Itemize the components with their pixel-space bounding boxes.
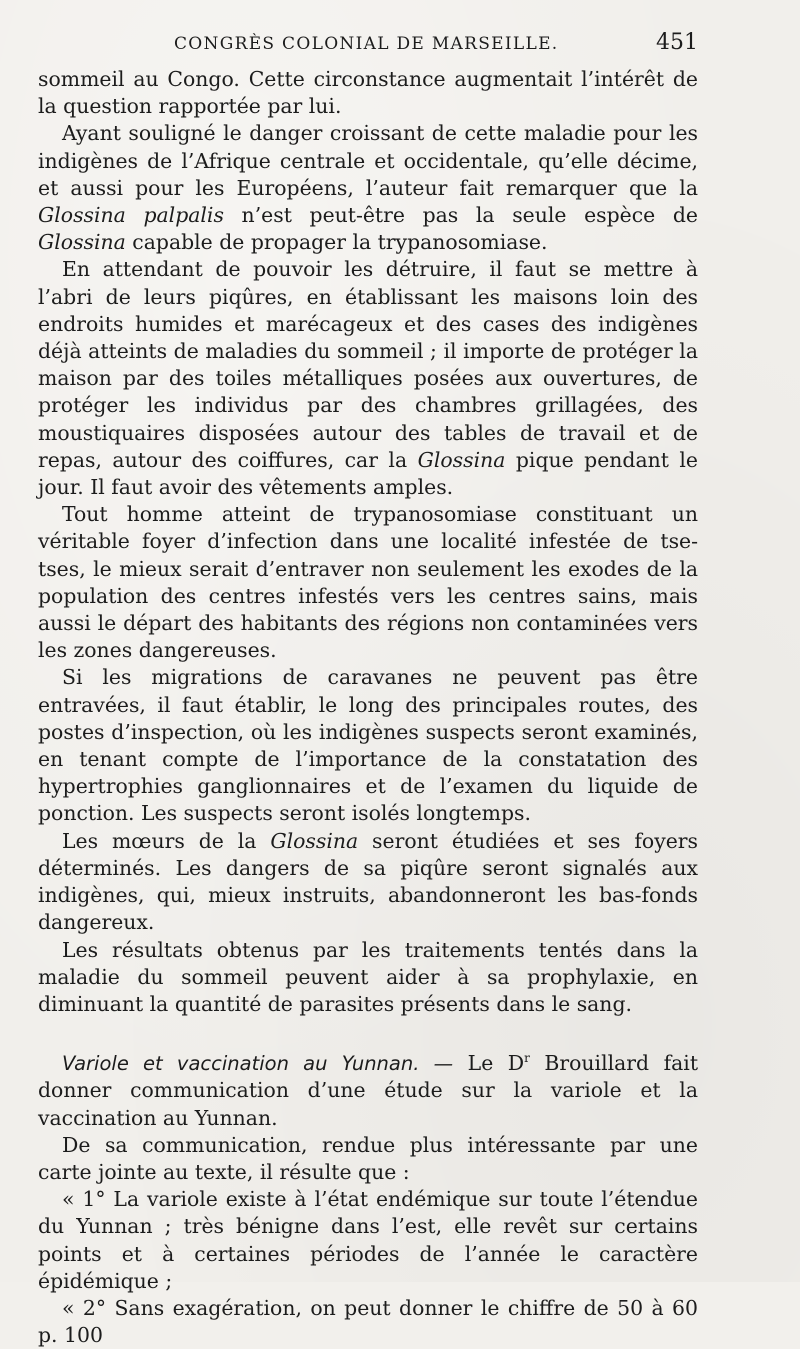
section-heading: Variole et vaccination au Yunnan. —: [62, 1052, 454, 1076]
paragraph-glossina-danger: Ayant souligné le danger croissant de cette maladie pour les indigènes de l’Afrique centrale et occidentale, qu’elle décime, et aussi pour les Européens, l’auteur fait remarquer que la Glossina palpalis n’est peut-être pas la seule espèce de Glossina capable de propager la trypanosomiase.: [38, 121, 698, 255]
paragraph-continued: sommeil au Congo. Cette circonstance augmentait l’intérêt de la question rapportée par lui.: [38, 67, 698, 119]
body-text: [38, 66, 698, 1349]
page-number: 451: [656, 30, 698, 55]
paragraph-glossina-habits: Les mœurs de la Glossina seront étudiées et ses foyers déterminés. Les dangers de sa piqûre seront signalés aux indigènes, qui, mieux instruits, abandonneront les bas-fonds dangereux.: [38, 828, 698, 935]
paragraph-point-2: « 2° Sans exagération, on peut donner le chiffre de 50 à 60 p. 100: [38, 1295, 698, 1348]
paragraph-communication: De sa communication, rendue plus intéressante par une carte jointe au texte, il résulte que :: [38, 1132, 698, 1184]
running-title: CONGRÈS COLONIAL DE MARSEILLE.: [174, 34, 559, 54]
paragraph-caravans: Si les migrations de caravanes ne peuvent pas être entravées, il faut établir, le long des principales routes, des postes d’inspection, où les indigènes suspects seront examinés, en tenant compte de l’importance de la constatation des hypertrophies ganglionnaires et de l’examen du liquide de ponction. Les suspects seront isolés longtemps.: [38, 665, 698, 826]
section-variole: Variole et vaccination au Yunnan. — Le $D^r$ Brouillard fait donner communication d’une étude sur la variole et la vaccination au Yunnan.: [38, 1051, 699, 1130]
page-header: [38, 30, 698, 60]
paragraph-protection: En attendant de pouvoir les détruire, il faut se mettre à l’abri de leurs piqûres, en établissant les maisons loin des endroits humides et marécageux et des cases des indigènes déjà atteints de maladies du sommeil ; il importe de protéger la maison par des toiles métalliques posées aux ouvertures, de protéger les individus par des chambres grillagées, des moustiquaires disposées autour des tables de travail et de repas, autour des coiffures, car la Glossina pique pendant le jour. Il faut avoir des vêtements amples.: [38, 257, 698, 500]
paragraph-infection-focus: Tout homme atteint de trypanosomiase constituant un véritable foyer d’infection dans une localité infestée de tse-tses, le mieux serait d’entraver non seulement les exodes de la population des centres infestés vers les centres sains, mais aussi le départ des habitants des régions non contaminées vers les zones dangereuses.: [38, 502, 698, 663]
paragraph-treatments: Les résultats obtenus par les traitements tentés dans la maladie du sommeil peuvent aider à sa prophylaxie, en diminuant la quantité de parasites présents dans le sang.: [38, 937, 698, 1016]
paragraph-point-1: « 1° La variole existe à l’état endémique sur toute l’étendue du Yunnan ; très bénigne dans l’est, elle revêt sur certains points et à certaines périodes de l’année le caractère épidémique ;: [38, 1187, 698, 1293]
